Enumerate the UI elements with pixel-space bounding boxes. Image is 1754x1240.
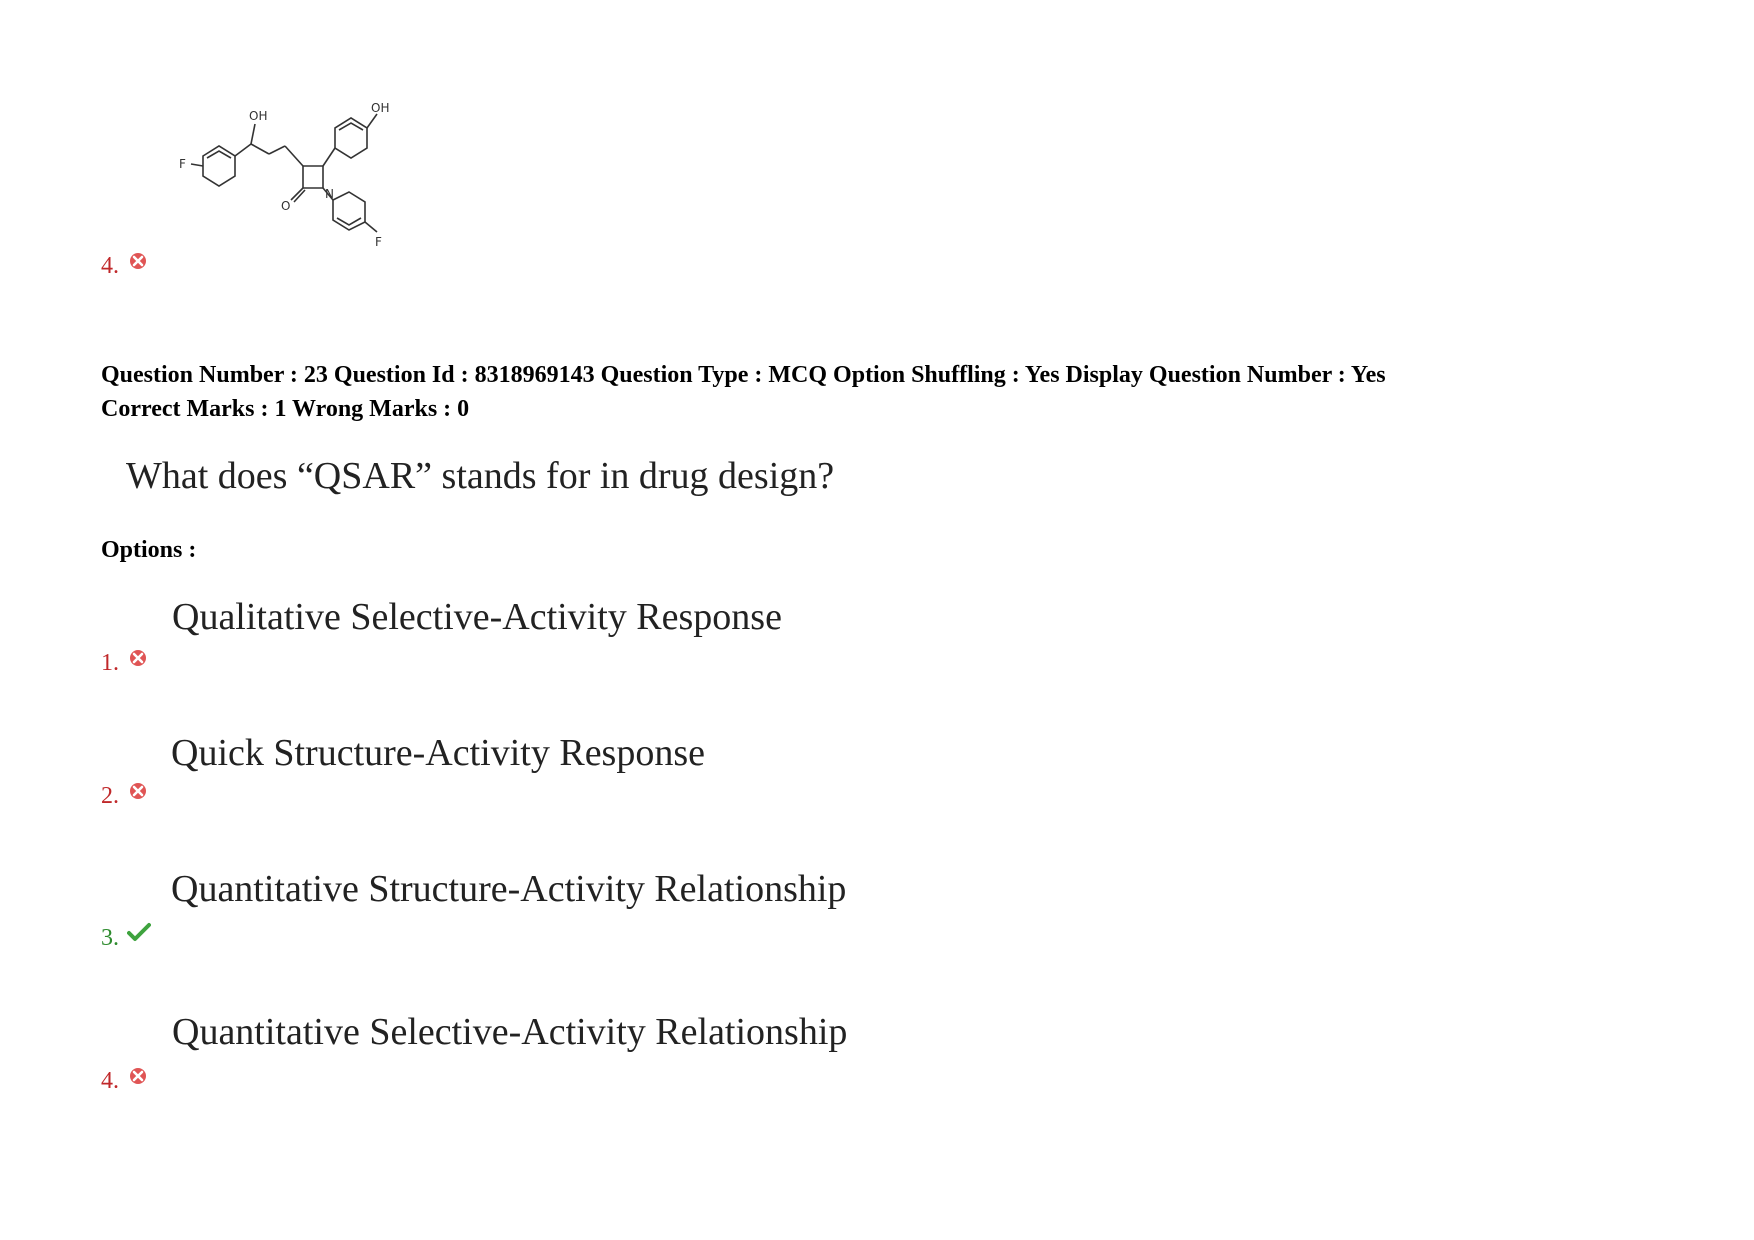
- option-text: Quantitative Selective-Activity Relationship: [172, 1011, 848, 1053]
- molecule-label-oh-right: OH: [371, 101, 390, 115]
- molecule-label-f-bottom: F: [375, 235, 382, 249]
- option-2: [101, 724, 901, 824]
- molecule-label-o: O: [281, 199, 291, 213]
- checkmark-icon: [127, 922, 151, 942]
- molecule-label-oh-left: OH: [249, 109, 268, 123]
- molecule-label-n: N: [325, 187, 334, 201]
- question-meta-line1: Question Number : 23 Question Id : 8318969143 Question Type : MCQ Option Shuffling : Yes Display Question Number : Yes: [101, 362, 1386, 388]
- option-number: 4.: [101, 1068, 119, 1094]
- molecule-label-f-left: F: [179, 157, 186, 171]
- question-text: What does “QSAR” stands for in drug design?: [126, 455, 835, 497]
- molecule-structure-image: [173, 84, 453, 264]
- option-text: Qualitative Selective-Activity Response: [172, 596, 782, 638]
- option-number: 4.: [101, 253, 119, 279]
- cross-icon: [129, 252, 147, 270]
- option-number: 1.: [101, 650, 119, 676]
- cross-icon: [129, 782, 147, 800]
- option-4: [101, 1003, 901, 1103]
- previous-option-4: [101, 84, 501, 284]
- option-1: [101, 585, 901, 685]
- option-number: 3.: [101, 925, 119, 951]
- option-number: 2.: [101, 783, 119, 809]
- question-meta-line2: Correct Marks : 1 Wrong Marks : 0: [101, 396, 470, 422]
- options-label: Options :: [101, 537, 197, 563]
- option-text: Quick Structure-Activity Response: [171, 732, 706, 774]
- option-text: Quantitative Structure-Activity Relationship: [171, 868, 847, 910]
- cross-icon: [129, 1067, 147, 1085]
- option-3: [101, 860, 901, 960]
- cross-icon: [129, 649, 147, 667]
